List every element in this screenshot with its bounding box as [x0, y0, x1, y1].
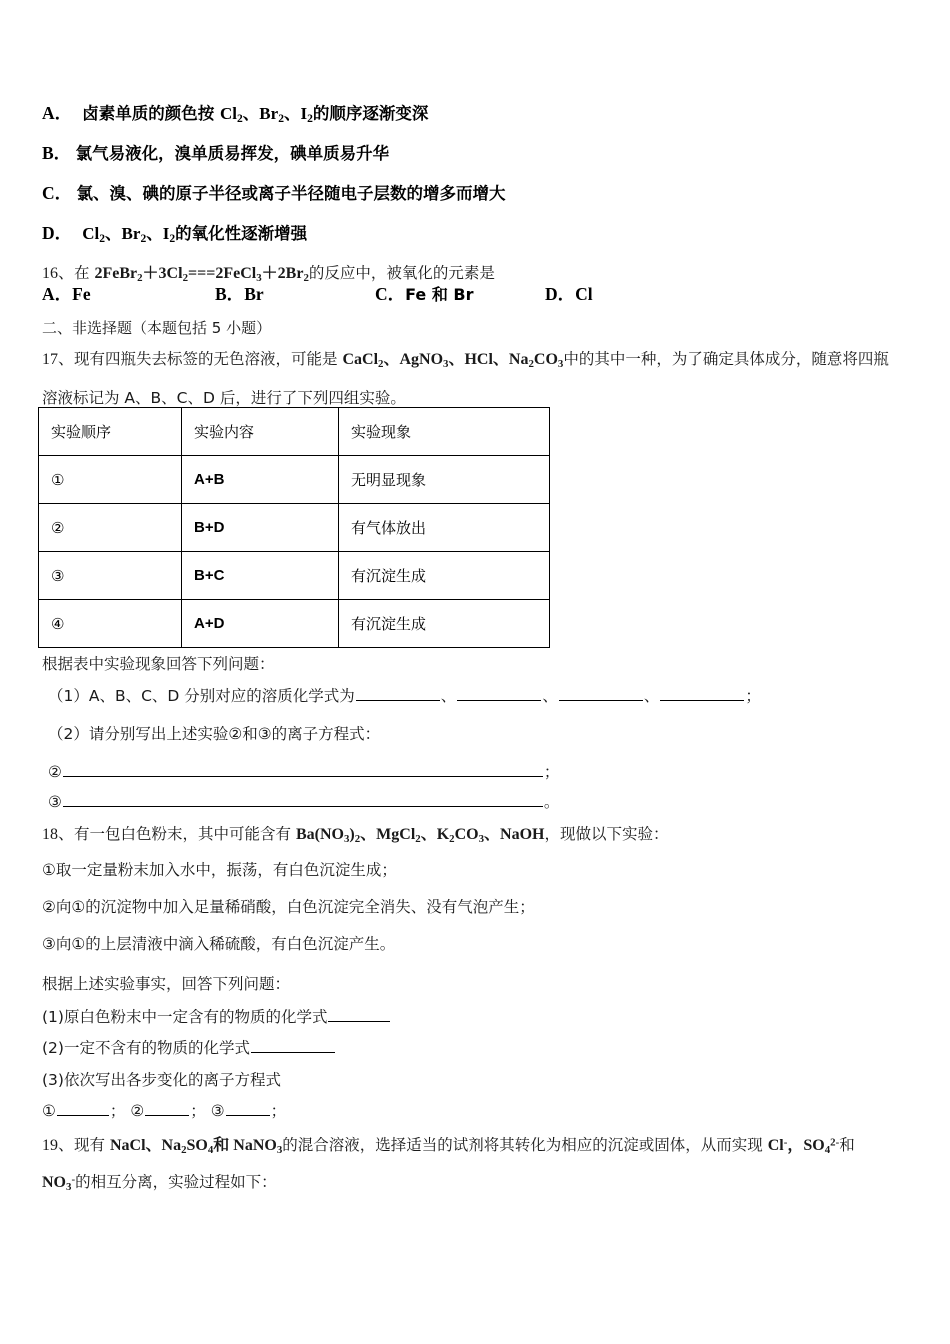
q15-option-c-text: 氯、溴、碘的原子半径或离子半径随电子层数的增多而增大	[76, 184, 506, 203]
q16-option-a[interactable]	[42, 281, 91, 306]
q17-sub1-sep-3: 、	[643, 687, 660, 705]
q15-option-b-label: B．	[42, 143, 72, 163]
q18-answer-2-blank[interactable]	[145, 1100, 189, 1116]
q19-line1-b: 的混合溶液，选择适当的试剂将其转化为相应的沉淀或固体，从而实现	[282, 1136, 768, 1154]
q19-line2-text: 的相互分离，实验过程如下：	[75, 1173, 277, 1191]
q16-option-d[interactable]	[545, 281, 593, 306]
q18-answer-row	[42, 1099, 286, 1121]
q15-option-d-label: D．	[42, 223, 73, 243]
table-header-seq: 实验顺序	[39, 408, 182, 456]
table-row	[39, 504, 550, 552]
q15-option-d-text: $Cl_2$、$Br_2$、$I_2$的氧化性逐渐增强	[82, 224, 308, 246]
table-cell-content: A+B	[182, 456, 339, 504]
q15-option-a-label: A．	[42, 103, 73, 123]
q18-stem-a: 有一包白色粉末，其中可能含有	[74, 825, 296, 843]
q18-stem-b: ，现做以下实验：	[544, 825, 669, 843]
q16-option-b-text: Br	[244, 284, 264, 304]
q15-option-c-label: C．	[42, 183, 73, 203]
table-cell-seq: ①	[39, 456, 182, 504]
q15-option-d[interactable]	[42, 220, 307, 245]
q18-sub1-text: (1)原白色粉末中一定含有的物质的化学式	[42, 1008, 328, 1026]
q17-stem-a: 现有四瓶失去标签的无色溶液，可能是	[74, 350, 343, 368]
table-cell-content: B+C	[182, 552, 339, 600]
q17-sub2: （2）请分别写出上述实验②和③的离子方程式：	[48, 725, 381, 743]
q19-ion-no3: $NO_3^-$	[42, 1173, 76, 1194]
table-cell-content: A+D	[182, 600, 339, 648]
q16-stem-suffix: 的反应中，被氧化的元素是	[308, 264, 495, 282]
q17-answer-2-end: ；	[543, 763, 560, 781]
q19-chemicals: NaCl、$Na_2SO_4$和 NaNO$_3$	[109, 1137, 283, 1157]
table-cell-seq: ③	[39, 552, 182, 600]
q16-stem	[42, 260, 495, 283]
q18-chemicals: $Ba(NO_3)_2$、MgCl$_2$、$K_2CO_3$、NaOH	[295, 826, 545, 846]
q16-option-d-text: Cl	[575, 284, 593, 304]
table-row	[39, 456, 550, 504]
q18-stem	[42, 821, 669, 844]
q17-answer-3	[48, 790, 559, 812]
table-cell-content: B+D	[182, 504, 339, 552]
q19-ions: Cl-，$SO_4^{2-}$	[767, 1136, 840, 1157]
q17-answer-3-label: ③	[48, 793, 62, 811]
q19-line1-a: 现有	[74, 1136, 110, 1154]
q18-sub1-blank[interactable]	[328, 1006, 390, 1022]
q15-option-b-text: 氯气易液化，溴单质易挥发，碘单质易升华	[75, 144, 390, 163]
q18-step-1: ①取一定量粉末加入水中，振荡，有白色沉淀生成；	[42, 861, 397, 879]
q18-sub2-text: (2)一定不含有的物质的化学式	[42, 1039, 250, 1057]
table-cell-phenomenon: 无明显现象	[339, 456, 550, 504]
q16-option-a-text: Fe	[72, 284, 91, 304]
q16-option-b[interactable]	[215, 281, 264, 306]
table-header-content: 实验内容	[182, 408, 339, 456]
q18-answer-1-end: ；	[109, 1102, 126, 1120]
q17-blank-c[interactable]	[559, 685, 643, 701]
q18-step-2: ②向①的沉淀物中加入足量稀硝酸，白色沉淀完全消失、没有气泡产生；	[42, 898, 535, 916]
q16-option-c-label: C．	[375, 284, 406, 304]
q16-option-d-label: D．	[545, 284, 576, 304]
q17-answer-2-blank[interactable]	[63, 761, 543, 777]
q19-number: 19、	[42, 1137, 75, 1154]
q15-option-a-text: 卤素单质的颜色按 $Cl_2$、$Br_2$、$I_2$的顺序逐渐变深	[76, 104, 429, 126]
q17-sub1-sep-2: 、	[542, 687, 558, 705]
table-cell-seq: ④	[39, 600, 182, 648]
q18-sub2	[42, 1036, 336, 1058]
table-cell-phenomenon: 有沉淀生成	[339, 600, 550, 648]
q17-blank-d[interactable]	[660, 685, 744, 701]
q17-sub1-sep-1: 、	[440, 687, 457, 705]
table-header-phenomenon: 实验现象	[339, 408, 550, 456]
q17-number: 17、	[42, 351, 75, 368]
q16-stem-prefix: 在	[74, 264, 95, 282]
q16-option-c[interactable]	[375, 281, 474, 306]
table-row	[39, 552, 550, 600]
q17-sub1-prefix: （1）A、B、C、D 分别对应的溶质化学式为	[48, 687, 355, 705]
q17-blank-b[interactable]	[457, 685, 541, 701]
table-cell-phenomenon: 有沉淀生成	[339, 552, 550, 600]
table-cell-seq: ②	[39, 504, 182, 552]
q18-answer-3-blank[interactable]	[226, 1100, 270, 1116]
q18-answer-2-label: ②	[130, 1102, 145, 1120]
q17-answer-3-blank[interactable]	[63, 791, 543, 807]
table-header-row	[39, 408, 550, 456]
q15-option-c[interactable]	[42, 180, 506, 205]
q18-sub2-blank[interactable]	[251, 1037, 335, 1053]
q16-option-a-label: A．	[42, 284, 73, 304]
q17-answer-2	[48, 760, 559, 782]
q18-answer-3-end: ；	[270, 1102, 287, 1120]
q15-option-b[interactable]	[42, 140, 389, 165]
q19-line1	[42, 1132, 855, 1155]
q17-stem-line1	[42, 346, 889, 369]
q17-after-table: 根据表中实验现象回答下列问题：	[42, 655, 275, 673]
q18-answer-3-label: ③	[210, 1102, 225, 1120]
q19-line2	[42, 1170, 277, 1192]
q18-sub3: (3)依次写出各步变化的离子方程式	[42, 1071, 281, 1089]
q16-number: 16、	[42, 265, 75, 282]
q17-stem-line2: 溶液标记为 A、B、C、D 后，进行了下列四组实验。	[42, 389, 406, 407]
q16-option-b-label: B．	[215, 284, 245, 304]
q18-step-3: ③向①的上层清液中滴入稀硫酸，有白色沉淀产生。	[42, 935, 396, 953]
q16-equation: $2FeBr_2+3Cl_2===2FeCl_3+2Br_2$	[94, 265, 309, 285]
q18-prompt: 根据上述实验事实，回答下列问题：	[42, 975, 291, 993]
q17-chemicals: CaCl$_2$、AgNO$_3$、HCl、$Na_2CO_3$	[342, 351, 564, 371]
q17-sub1-end: ；	[745, 687, 761, 705]
table-cell-phenomenon: 有气体放出	[339, 504, 550, 552]
q18-answer-2-end: ；	[190, 1102, 206, 1120]
q17-stem-b: 中的其中一种，为了确定具体成分，随意将四瓶	[563, 350, 889, 368]
q18-answer-1-label: ①	[42, 1102, 56, 1120]
q17-answer-3-end: 。	[543, 793, 560, 811]
q18-number: 18、	[42, 826, 75, 843]
q18-answer-1-blank[interactable]	[57, 1100, 109, 1116]
table-row	[39, 600, 550, 648]
q16-option-c-text: Fe 和 Br	[405, 285, 474, 304]
q17-sub1	[48, 684, 761, 706]
q17-blank-a[interactable]	[356, 685, 440, 701]
q18-sub1	[42, 1005, 391, 1027]
q19-line1-c: 和	[839, 1136, 855, 1154]
section2-heading: 二、非选择题（本题包括 5 小题）	[42, 319, 272, 337]
q15-option-a[interactable]	[42, 100, 428, 125]
experiment-table	[38, 407, 550, 648]
q17-answer-2-label: ②	[48, 763, 62, 781]
